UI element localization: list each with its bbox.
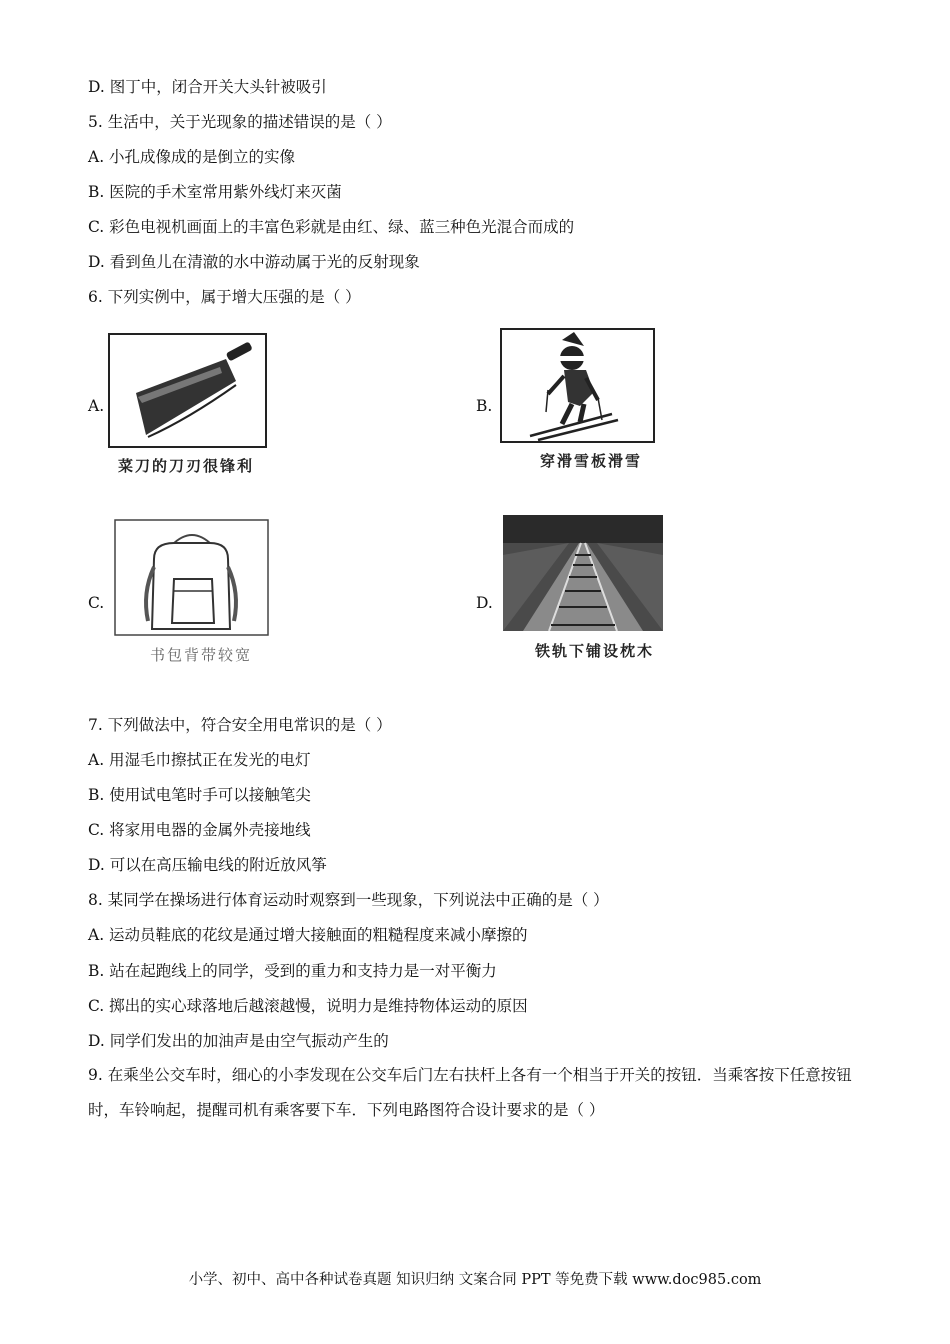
q8-option-a: A. 运动员鞋底的花纹是通过增大接触面的粗糙程度来减小摩擦的	[88, 926, 528, 944]
q6-option-d-caption: 铁轨下铺设枕木	[535, 642, 655, 660]
skier-figure	[500, 328, 656, 444]
q6-option-a-letter: A.	[88, 397, 105, 415]
page-footer: 小学、初中、高中各种试卷真题 知识归纳 文案合同 PPT 等免费下载 www.doc985.com	[188, 1272, 762, 1288]
q7-option-b: B. 使用试电笔时手可以接触笔尖	[88, 786, 311, 804]
q6-option-b-letter: B.	[476, 397, 493, 415]
q8-option-c: C. 掷出的实心球落地后越滚越慢，说明力是维持物体运动的原因	[88, 997, 528, 1015]
backpack-figure	[114, 519, 270, 637]
q5-option-b: B. 医院的手术室常用紫外线灯来灭菌	[88, 183, 342, 201]
cleaver-figure	[108, 333, 268, 449]
railway-figure	[503, 515, 663, 631]
q6-option-c-caption: 书包背带较宽	[150, 646, 253, 664]
q7-option-a: A. 用湿毛巾擦拭正在发光的电灯	[88, 751, 311, 769]
q5-option-a: A. 小孔成像成的是倒立的实像	[88, 148, 296, 166]
question-9: 9. 在乘坐公交车时，细心的小李发现在公交车后门左右扶杆上各有一个相当于开关的按钮．当乘客按下任意按钮时，车铃响起，提醒司机有乘客要下车．下列电路图符合设计要求的是（ ）	[88, 1066, 852, 1119]
question-5: 5. 生活中，关于光现象的描述错误的是（ ）	[88, 113, 392, 131]
q6-option-d-letter: D.	[476, 594, 493, 612]
q8-option-d: D. 同学们发出的加油声是由空气振动产生的	[88, 1032, 389, 1050]
q8-option-b: B. 站在起跑线上的同学，受到的重力和支持力是一对平衡力	[88, 962, 497, 980]
question-7: 7. 下列做法中，符合安全用电常识的是（ ）	[88, 716, 392, 734]
q5-option-d: D. 看到鱼儿在清澈的水中游动属于光的反射现象	[88, 253, 420, 271]
question-8: 8. 某同学在操场进行体育运动时观察到一些现象，下列说法中正确的是（ ）	[88, 891, 609, 909]
q6-option-c-letter: C.	[88, 594, 105, 612]
q5-option-c: C. 彩色电视机画面上的丰富色彩就是由红、绿、蓝三种色光混合而成的	[88, 218, 575, 236]
question-6: 6. 下列实例中，属于增大压强的是（ ）	[88, 288, 361, 306]
q7-option-c: C. 将家用电器的金属外壳接地线	[88, 821, 311, 839]
q6-option-a-caption: 菜刀的刀刃很锋利	[118, 457, 255, 475]
q4-option-d: D. 图丁中，闭合开关大头针被吸引	[88, 78, 327, 96]
q6-option-b-caption: 穿滑雪板滑雪	[540, 452, 643, 470]
q7-option-d: D. 可以在高压输电线的附近放风筝	[88, 856, 327, 874]
